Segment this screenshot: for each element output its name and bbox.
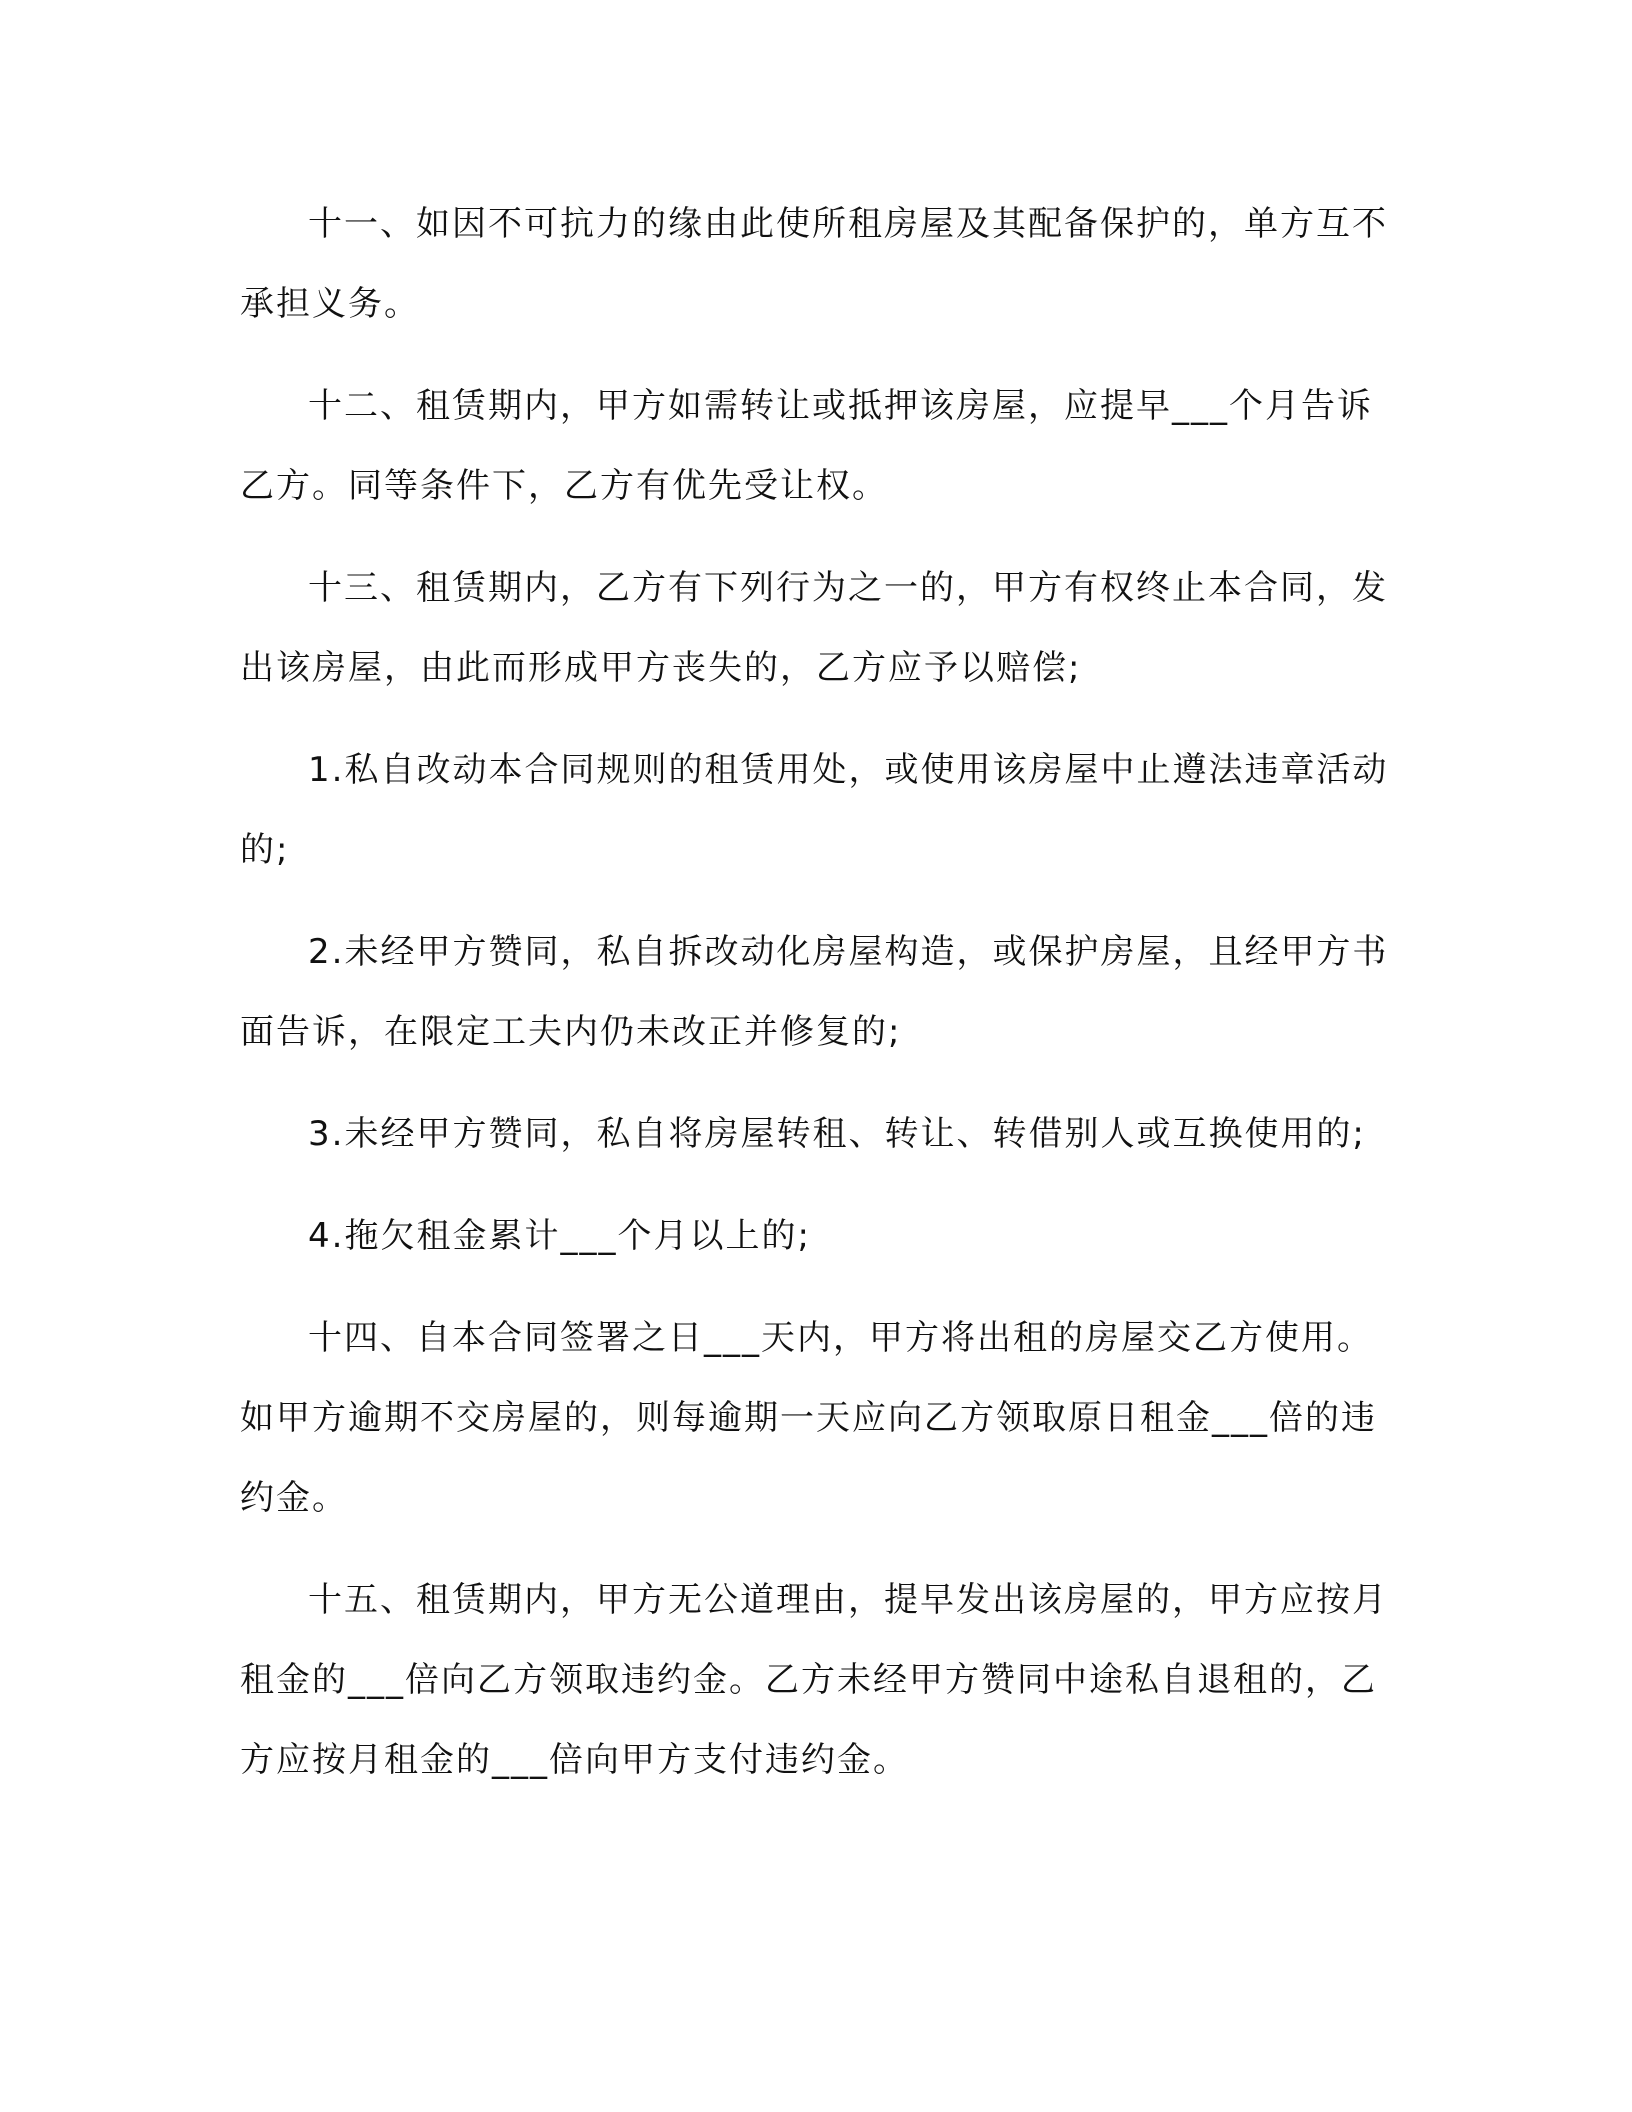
- clause-13-item-2: 2.未经甲方赞同，私自拆改动化房屋构造，或保护房屋，且经甲方书面告诉，在限定工夫内仍未改正并修复的;: [240, 932, 1389, 1052]
- clause-13-item-1: 1.私自改动本合同规则的租赁用处，或使用该房屋中止遵法违章活动的;: [240, 750, 1389, 870]
- clause-13-item-4: 4.拖欠租金累计___个月以上的;: [308, 1216, 811, 1256]
- clause-14: 十四、自本合同签署之日___天内，甲方将出租的房屋交乙方使用。如甲方逾期不交房屋的，则每逾期一天应向乙方领取原日租金___倍的违约金。: [240, 1318, 1377, 1518]
- clause-13-item-3: 3.未经甲方赞同，私自将房屋转租、转让、转借别人或互换使用的;: [308, 1114, 1366, 1154]
- clause-13: 十三、租赁期内，乙方有下列行为之一的，甲方有权终止本合同，发出该房屋，由此而形成甲方丧失的，乙方应予以赔偿;: [240, 568, 1388, 688]
- clause-15: 十五、租赁期内，甲方无公道理由，提早发出该房屋的，甲方应按月租金的___倍向乙方领取违约金。乙方未经甲方赞同中途私自退租的，乙方应按月租金的___倍向甲方支付违约金。: [240, 1580, 1388, 1780]
- clause-12: 十二、租赁期内，甲方如需转让或抵押该房屋，应提早___个月告诉乙方。同等条件下，乙方有优先受让权。: [240, 386, 1373, 506]
- clause-11: 十一、如因不可抗力的缘由此使所租房屋及其配备保护的，单方互不承担义务。: [240, 204, 1388, 324]
- document-body: [240, 184, 1390, 1822]
